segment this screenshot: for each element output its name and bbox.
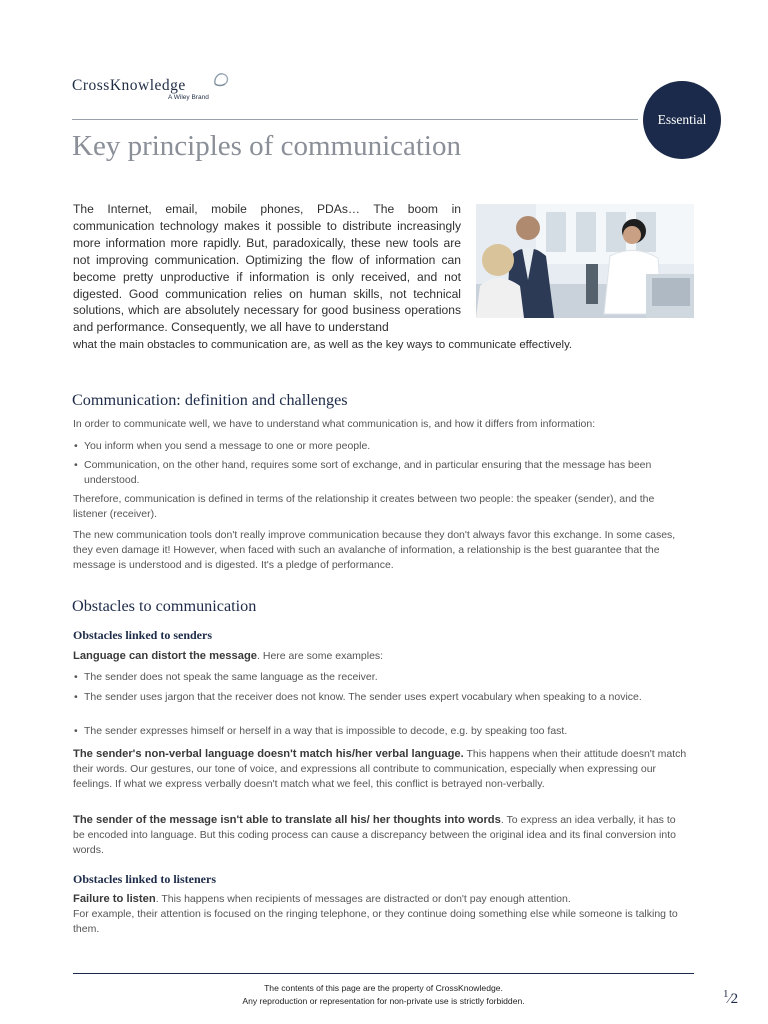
definition-intro: In order to communicate well, we have to understand what communication is, and how it differs from information: <box>73 418 596 430</box>
nonverbal-rest: This happens when their attitude doesn't match their words. Our gestures, our tone of voice, and expressions all contribute to communication, especially when expressing our feelings. If what we express verbally doesn't match what we feel, this conflict is betrayed non-verbally. <box>73 748 687 790</box>
list-item: • The sender does not speak the same language as the receiver. <box>73 670 689 685</box>
section-heading-obstacles: Obstacles to communication <box>72 597 257 615</box>
list-item: • Communication, on the other hand, requires some sort of exchange, and in particular ensuring that the message has been understood. <box>73 458 689 488</box>
definition-relationship: Therefore, communication is defined in terms of the relationship it creates between two people: the speaker (sender), and the listener (receiver). <box>73 493 655 520</box>
language-bold: Language can distort the message <box>73 650 258 662</box>
list-item: • The sender expresses himself or herself in a way that is impossible to decode, e.g. by speaking too fast. <box>73 724 689 739</box>
failure-paragraph <box>73 892 689 937</box>
translate-bold: The sender of the message isn't able to translate all his/ her thoughts into words <box>73 814 501 826</box>
header-divider <box>72 119 638 120</box>
footer-divider <box>73 973 694 974</box>
failure-example: For example, their attention is focused on the ringing telephone, or they continue doing something else while someone is talking to them. <box>73 908 678 935</box>
footer-line-2: Any reproduction or representation for non-private use is strictly forbidden. <box>242 995 525 1006</box>
failure-rest: . This happens when recipients of messages are distracted or don't pay enough attention. <box>155 893 571 905</box>
page-current: 1 <box>723 988 729 1000</box>
footer-notice <box>73 982 694 1007</box>
meeting-photo <box>476 204 694 318</box>
essential-badge: Essential <box>643 81 721 159</box>
section-heading-definition: Communication: definition and challenges <box>72 391 348 409</box>
failure-bold: Failure to listen <box>73 893 156 905</box>
definition-tools: The new communication tools don't really improve communication because they don't always favor this exchange. In some cases, they even damage it! However, when faced with such an avalanche of information, a relationship is the best guarantee that the message is understood and is digested. It's a pledge of performance. <box>73 529 676 571</box>
subheading-senders: Obstacles linked to senders <box>73 628 213 642</box>
subheading-listeners: Obstacles linked to listeners <box>73 872 216 886</box>
page-title: Key principles of communication <box>72 130 461 162</box>
list-item: • The sender uses jargon that the receiver does not know. The sender uses expert vocabulary when speaking to a novice. <box>73 690 689 705</box>
footer-line-1: The contents of this page are the property of CrossKnowledge. <box>264 983 503 993</box>
logo-swirl-icon <box>212 70 230 88</box>
page-number: $^1$⁄2 <box>723 988 739 1007</box>
crossknowledge-logo <box>72 70 242 106</box>
list-item: • You inform when you send a message to one or more people. <box>73 439 689 454</box>
page-total: 2 <box>730 991 739 1007</box>
nonverbal-paragraph <box>73 747 689 792</box>
logo-name: CrossKnowledge <box>72 77 186 94</box>
intro-paragraph: The Internet, email, mobile phones, PDAs… The boom in communication technology makes it possible to distribute increasingly more information more rapidly. But, paradoxically, these new tools are not improving communication. Optimizing the flow of information can become pretty unproductive if information is only received, and not digested. Good communication relies on human skills, not technical solutions, which are absolutely necessary for good business operations and performance. Consequently, we all have to understand <box>73 202 461 335</box>
language-rest: . Here are some examples: <box>257 650 384 662</box>
translate-rest: . To express an idea verbally, it has to be encoded into language. But this coding process can cause a discrepancy between the original idea and its final conversion into words. <box>73 814 676 856</box>
intro-last-line: what the main obstacles to communication are, as well as the key ways to communicate effectively. <box>73 339 573 351</box>
logo-tagline: A Wiley Brand <box>168 94 209 101</box>
nonverbal-bold: The sender's non-verbal language doesn't match his/her verbal language. <box>73 748 464 760</box>
translate-paragraph <box>73 813 689 858</box>
language-paragraph <box>73 649 689 664</box>
